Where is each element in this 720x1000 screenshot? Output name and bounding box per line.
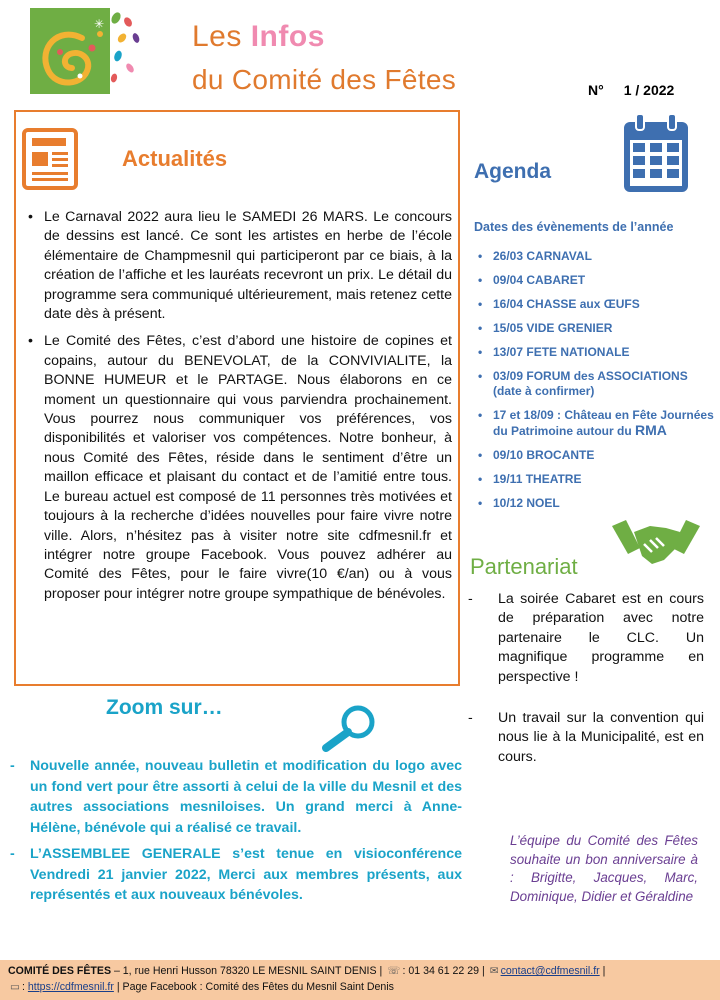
title-infos: Infos (250, 20, 325, 53)
partner-title: Partenariat (470, 554, 578, 579)
agenda-event: • 16/04 CHASSE aux ŒUFS (478, 297, 718, 312)
zoom-list (8, 756, 462, 912)
comite-logo (30, 8, 140, 100)
magnifier-icon (318, 704, 380, 752)
zoom-title: Zoom sur… (106, 696, 223, 719)
phone-icon: ☏ (387, 965, 401, 977)
agenda-event (478, 408, 718, 439)
footer-address: – 1, rue Henri Husson 78320 LE MESNIL SAINT DENIS | (111, 965, 383, 977)
news-title: Actualités (122, 146, 228, 171)
footer-phone: : 01 34 61 22 29 | (402, 965, 485, 977)
partner-list (468, 590, 704, 767)
agenda-event: • 15/05 VIDE GRENIER (478, 321, 718, 336)
agenda-event: • 10/12 NOEL (478, 496, 718, 511)
calendar-icon (620, 112, 692, 196)
birthday-note: L’équipe du Comité des Fêtes souhaite un bon anniversaire à : Brigitte, Jacques, Marc, Dominique, Didier et Géraldine (510, 833, 698, 904)
issue-value: 1 / 2022 (623, 82, 675, 98)
issue-label: N° (588, 82, 604, 98)
zoom-item: - Nouvelle année, nouveau bulletin et modification du logo avec un fond vert pour être assorti à celui de la ville du Mesnil et des autres associations mesniloises. Un grand merci à Anne-Hélène, bénévole qui a réalisé ce travail. (8, 756, 462, 838)
agenda-event: • 13/07 FETE NATIONALE (478, 345, 718, 360)
agenda-event-text: 17 et 18/09 : Château en Fête Journées du Patrimoine autour du (493, 408, 714, 438)
agenda-event: • 26/03 CARNAVAL (478, 249, 718, 264)
newsletter-title (192, 20, 325, 54)
footer-org: COMITÉ DES FÊTES (8, 965, 112, 977)
footer-line-1: COMITÉ DES FÊTES – 1, rue Henri Husson 78320 LE MESNIL SAINT DENIS | ☏ : 01 34 61 22 29 | ✉ contact@cdfmesnil.fr | (8, 964, 712, 980)
partner-item: - La soirée Cabaret est en cours de préparation avec notre partenaire le CLC. Un magnifique programme en perspective ! (468, 590, 704, 687)
agenda-event-tail: RMA (635, 422, 667, 438)
newspaper-icon (22, 128, 78, 190)
news-list (26, 208, 452, 612)
agenda-title: Agenda (474, 160, 552, 183)
agenda-list (478, 240, 718, 511)
news-item: • Le Carnaval 2022 aura lieu le SAMEDI 26 MARS. Le concours de dessins est lancé. Ce sont les artistes en herbe de l’école élémentaire de Champmesnil qui participeront par ce biais, à la création de l’affiche et les lauréats recevront un prix. Le détail du programme sera communiqué ultérieurement, mais retenez cette date dès à présent. (26, 208, 452, 324)
agenda-event: • 09/10 BROCANTE (478, 448, 718, 463)
title-les: Les (192, 20, 242, 53)
zoom-item: - L’ASSEMBLEE GENERALE s’est tenue en visioconférence Vendredi 21 janvier 2022, Merci aux membres présents, aux représentés et aux nouveaux bénévoles. (8, 844, 462, 906)
email-icon: ✉ (489, 965, 499, 977)
agenda-subtitle: Dates des évènements de l’année (474, 220, 674, 234)
svg-text:✳: ✳ (94, 17, 105, 31)
partner-item: - Un travail sur la convention qui nous lie à la Municipalité, est en cours. (468, 709, 704, 767)
footer-facebook: | Page Facebook : Comité des Fêtes du Mesnil Saint Denis (116, 980, 394, 993)
agenda-event: • 03/09 FORUM des ASSOCIATIONS (date à confirmer) (478, 369, 718, 399)
agenda-event: • 09/04 CABARET (478, 273, 718, 288)
footer-site-link[interactable]: https://cdfmesnil.fr (27, 980, 114, 993)
agenda-event: • 19/11 THEATRE (478, 472, 718, 487)
computer-icon: ▭ (10, 980, 21, 993)
footer-email-link[interactable]: contact@cdfmesnil.fr (500, 965, 600, 977)
news-item: • Le Comité des Fêtes, c’est d’abord une histoire de copines et copains, autour du BENEVOLAT, de la CONVIVIALITE, la BONNE HUMEUR et le PARTAGE. Nous élaborons en ce moment un questionnaire qui vous parviendra prochainement. Vous pourrez nous communiquer vos préférences, vos disponibilités et valoriser vos compétences. Notre bonheur, à nous Comité des Fêtes, réside dans le sentiment d’être un maillon efficace et plaisant du contact et de l’amitié entre tous. Le bureau actuel est composé de 11 personnes très motivées et toujours à la recherche d’idées nouvelles pour faire vivre notre ville. Alors, n’hésitez pas à visiter notre site cdfmesnil.fr et intégrer notre groupe Facebook. Vous pouvez adhérer au Comité des Fêtes, pour le faire vivre(10 €/an) ou à vous proposer pour intégrer notre groupe sympathique de bénévoles. (26, 332, 452, 604)
handshake-icon (610, 518, 702, 568)
newsletter-subtitle: du Comité des Fêtes (192, 64, 457, 95)
footer-line-2: ▭ : https://cdfmesnil.fr | Page Facebook : Comité des Fêtes du Mesnil Saint Denis (8, 980, 712, 996)
issue-number (588, 82, 674, 98)
footer (0, 960, 720, 1000)
